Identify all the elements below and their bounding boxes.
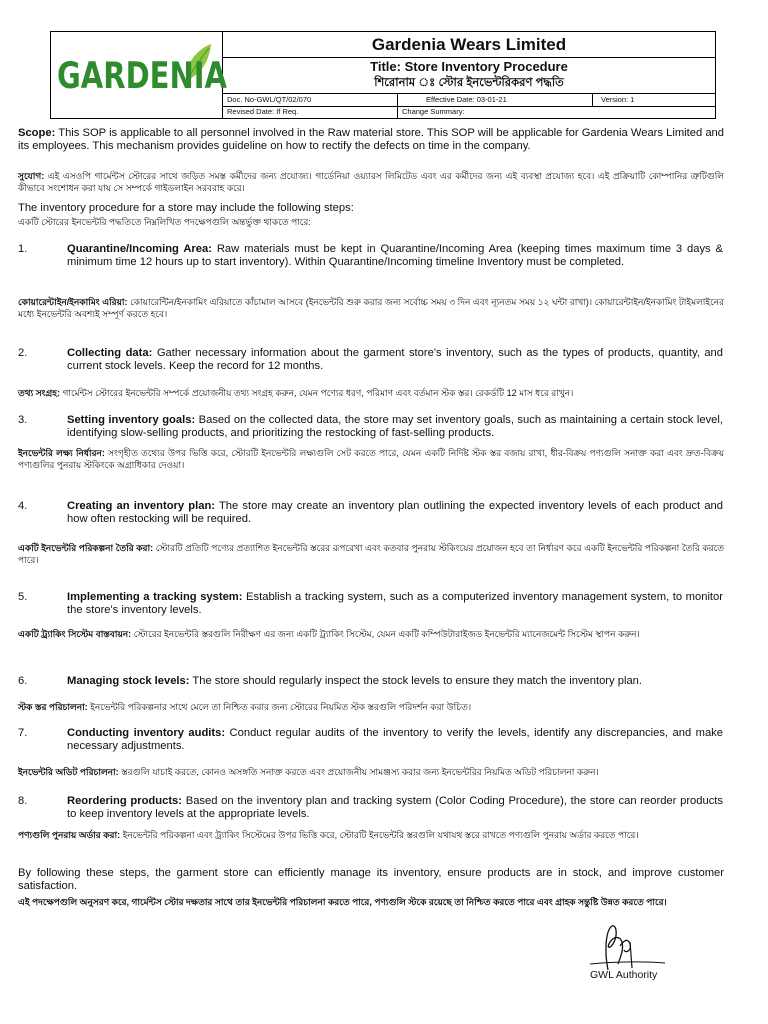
company-logo: GARDENIA bbox=[57, 54, 227, 97]
company-name: Gardenia Wears Limited bbox=[223, 32, 715, 58]
step-text: Gather necessary information about the garment store's inventory, such as the types of products, quantity, and current stock levels. Keep the record for 12 months. bbox=[67, 347, 723, 373]
step-text-bangla: ইনভেন্টরি পরিকল্পনার সাথে মেলে তা নিশ্চিত করার জন্য স্টোরের নিয়মিত স্টক স্তরগুলি পরিদর্শন করা উচিত। bbox=[87, 702, 472, 712]
intro-text-bangla: একটি স্টোরের ইনভেন্টরি পদ্ধতিতে নিম্নলিখিত পদক্ষেপগুলি অন্তর্ভুক্ত থাকতে পারে: bbox=[18, 217, 311, 227]
step-title-bangla: একটি ট্র্যাকিং সিস্টেম বাস্তবায়ন: bbox=[18, 629, 132, 639]
step-2-bangla bbox=[18, 387, 724, 399]
document-title: Title: Store Inventory Procedure bbox=[370, 59, 568, 74]
step-number: 4. bbox=[18, 500, 28, 512]
step-3-bangla bbox=[18, 447, 724, 471]
conclusion-text: By following these steps, the garment store can efficiently manage its inventory, ensure products are in stock, and improve customer satisfaction. bbox=[18, 867, 724, 893]
step-text-bangla: কোয়ারেন্টিন/ইনকামিং এরিয়াতে কাঁচামাল আসবে (ইনভেন্টরি শুরু করার জন্য সর্বোচ্চ সময় ৩ দিন এবং ন্যূনতম সময় ১২ ঘন্টা রাখা)। কোয়ারেন্টাইন/ইনকামিং টাইমলাইনের মধ্যে ইনভেন্টরি অবশ্যই সম্পূর্ণ করতে হবে। bbox=[18, 297, 725, 319]
step-number: 1. bbox=[18, 243, 28, 255]
step-text-bangla: স্টোরের ইনভেন্টরি স্তরগুলি নিরীক্ষণ এর জন্য একটি ট্র্যাকিং সিস্টেম, যেমন একটি কম্পিউটারাইজড ইনভেন্টরি ম্যানেজমেন্ট সিস্টেম স্থাপন করুন। bbox=[131, 629, 640, 639]
step-5-bangla bbox=[18, 628, 724, 640]
step-text: Based on the collected data, the store may set inventory goals, such as maintaining a certain stock level, identifying slow-selling products, and prioritizing the restocking of fast-selling products. bbox=[67, 414, 723, 440]
step-title-bangla: একটি ইনভেন্টরি পরিকল্পনা তৈরি করা: bbox=[18, 543, 154, 553]
conclusion-text-bangla: এই পদক্ষেপগুলি অনুসরণ করে, গার্মেন্টস স্টোর দক্ষতার সাথে তার ইনভেন্টরি পরিচালনা করতে পারে, পণ্যগুলি স্টকে রয়েছে তা নিশ্চিত করতে পারে এবং গ্রাহক সন্তুষ্টি উন্নত করতে পারে। bbox=[18, 897, 667, 907]
step-8-bangla bbox=[18, 829, 724, 841]
scope-text-bangla: এই এসওপি গার্মেন্টস স্টোরের সাথে জড়িত সমস্ত কর্মীদের জন্য প্রযোজ্য। গার্ডেনিয়া ওয়্যারস লিমিটেড এবং এর কর্মীদের জন্য এই ব্যবস্থা প্রযোজ্য হবে। এই প্রক্রিয়াটি কোম্পানির ত্রুটিগুলি কীভাবে সংশোধন করা যায় সে সম্পর্কে গাইডলাইন সরবরাহ করে। bbox=[18, 171, 724, 193]
step-number: 6. bbox=[18, 675, 28, 687]
revised-date: Revised Date: If Req. bbox=[223, 106, 398, 118]
document-meta-row bbox=[223, 93, 715, 107]
document-title-bangla: শিরোনাম ঃ স্টোর ইনভেন্টরিকরণ পদ্ধতি bbox=[374, 77, 564, 89]
scope-label: Scope: bbox=[18, 127, 56, 139]
step-7-bangla bbox=[18, 766, 724, 778]
change-summary: Change Summary: bbox=[402, 107, 465, 116]
step-title: Implementing a tracking system: bbox=[67, 591, 243, 603]
step-title: Conducting inventory audits: bbox=[67, 727, 226, 739]
step-text-bangla: স্তরগুলি যাচাই করতে, কোনও অসঙ্গতি সনাক্ত করতে এবং প্রয়োজনীয় সামঞ্জস্য করার জন্য ইনভেন্টরির নিয়মিত অডিট পরিচালনা করুন। bbox=[118, 767, 599, 777]
intro-text: The inventory procedure for a store may include the following steps: bbox=[18, 202, 354, 214]
step-title: Reordering products: bbox=[67, 795, 182, 807]
step-title-bangla: ইনভেন্টরি অডিট পরিচালনা: bbox=[18, 767, 119, 777]
logo-cell bbox=[51, 32, 227, 118]
scope-paragraph bbox=[18, 127, 724, 153]
step-4-bangla bbox=[18, 542, 724, 566]
step-text: Based on the inventory plan and tracking system (Color Coding Procedure), the store can reorder products to keep inventory levels at the appropriate levels. bbox=[67, 795, 724, 821]
step-text-bangla: ইনভেন্টরি পরিকল্পনা এবং ট্র্যাকিং সিস্টেমের উপর ভিত্তি করে, স্টোরটি ইনভেন্টরি স্তরগুলি যথাযথ স্তরে রাখতে পণ্যগুলি পুনরায় অর্ডার করতে পারে। bbox=[120, 830, 639, 840]
step-title-bangla: ইনভেন্টরি লক্ষ্য নির্ধারন: bbox=[18, 448, 105, 458]
step-text: Raw materials must be kept in Quarantine/Incoming Area (keeping times maximum time 3 days & minimum time 12 hours up to start inventory). Within Quarantine/Incoming timeline Inventory must be completed. bbox=[67, 243, 724, 269]
step-text: The store may create an inventory plan outlining the expected inventory levels of each product and how often restocking will be required. bbox=[67, 500, 723, 526]
step-title: Managing stock levels: bbox=[67, 675, 190, 687]
step-6-bangla bbox=[18, 701, 724, 713]
step-text-bangla: সংগৃহীত তথ্যের উপর ভিত্তি করে, স্টোরটি ইনভেন্টরি লক্ষ্যগুলি সেট করতে পারে, যেমন একটি নির্দিষ্ট স্টক স্তর বজায় রাখা, ধীর-বিক্রয় পণ্যগুলি সনাক্ত করা এবং দ্রুত-বিক্রয় পণ্যগুলির পুনরায় স্টকিংকে অগ্রাধিকার দেওয়া। bbox=[18, 448, 725, 470]
scope-label-bangla: সুযোগ: bbox=[18, 171, 45, 181]
step-1-bangla bbox=[18, 296, 724, 320]
step-text-bangla: স্টোরটি প্রতিটি পণ্যের প্রত্যাশিত ইনভেন্টরি স্তরের রূপরেখা এবং কতবার পুনরায় স্টকিংয়ের প্রয়োজন হবে তা নির্ধারণ করে একটি ইনভেন্টরি পরিকল্পনা তৈরি করতে পারে। bbox=[18, 543, 724, 565]
step-number: 3. bbox=[18, 414, 28, 426]
step-title: Quarantine/Incoming Area: bbox=[67, 243, 212, 255]
revision-row bbox=[223, 106, 715, 118]
step-number: 7. bbox=[18, 727, 28, 739]
step-title-bangla: পণ্যগুলি পুনরায় অর্ডার করা: bbox=[18, 830, 121, 840]
step-title: Setting inventory goals: bbox=[67, 414, 196, 426]
step-title-bangla: কোয়ারেন্টাইন/ইনকামিং এরিয়া: bbox=[18, 297, 128, 307]
step-text-bangla: গার্মেন্টস স্টোরের ইনভেন্টরি সম্পর্কে প্রয়োজনীয় তথ্য সংগ্রহ করুন, যেমন পণ্যের ধরণ, পরিমাণ এবং বর্তমান স্টক স্তর। রেকর্ডটি 12 মাস ধরে রাখুন। bbox=[59, 388, 574, 398]
step-text: Conduct regular audits of the inventory to verify the levels, identify any discrepancies, and make necessary adjustments. bbox=[67, 727, 723, 753]
step-title-bangla: স্টক স্তর পরিচালনা: bbox=[18, 702, 88, 712]
step-title: Collecting data: bbox=[67, 347, 153, 359]
step-text: The store should regularly inspect the stock levels to ensure they match the inventory plan. bbox=[189, 675, 642, 687]
document-header bbox=[50, 31, 716, 119]
step-number: 5. bbox=[18, 591, 28, 603]
version: Version: 1 bbox=[601, 95, 635, 104]
step-number: 8. bbox=[18, 795, 28, 807]
step-title: Creating an inventory plan: bbox=[67, 500, 216, 512]
handwritten-signature bbox=[560, 920, 670, 972]
scope-paragraph-bangla bbox=[18, 170, 724, 194]
effective-date: Effective Date: 03-01-21 bbox=[398, 94, 593, 106]
signature-label: GWL Authority bbox=[590, 969, 658, 981]
step-text: Establish a tracking system, such as a computerized inventory management system, to monitor the store's inventory levels. bbox=[67, 591, 723, 617]
step-title-bangla: তথ্য সংগ্রহ: bbox=[18, 388, 60, 398]
doc-number: Doc. No-GWL/QT/02/070 bbox=[223, 94, 398, 106]
scope-text: This SOP is applicable to all personnel involved in the Raw material store. This SOP will be applicable for Gardenia Wears Limited and its employees. This mechanism provides guideline on how to rectify the defects on time in the company. bbox=[18, 127, 724, 153]
step-number: 2. bbox=[18, 347, 28, 359]
